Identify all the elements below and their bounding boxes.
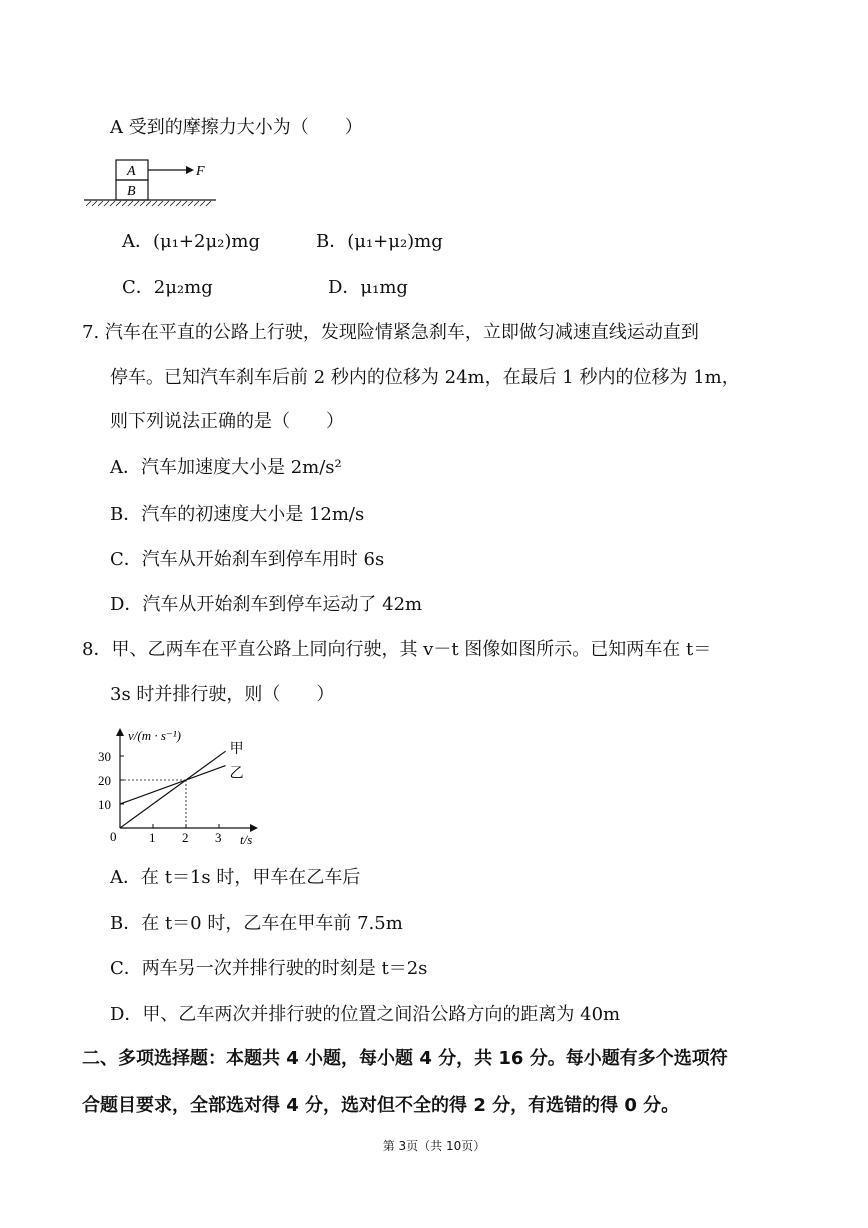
series-line-jia bbox=[120, 751, 226, 828]
series-label-jia: 甲 bbox=[229, 742, 244, 758]
series-line-yi bbox=[120, 766, 226, 804]
q6-option-d: D．μ₁mg bbox=[328, 277, 408, 298]
section2-line2: 合题目要求，全部选对得 4 分，选对但不全的得 2 分，有选错的得 0 分。 bbox=[82, 1095, 680, 1116]
q7-line2: 停车。已知汽车刹车后前 2 秒内的位移为 24m，在最后 1 秒内的位移为 1m， bbox=[110, 367, 740, 388]
x-tick-label-3: 3 bbox=[215, 830, 222, 845]
q8-option-b: B．在 t＝0 时，乙车在甲车前 7.5m bbox=[110, 913, 403, 934]
x-tick-label-1: 1 bbox=[149, 830, 156, 845]
q8-line2: 3s 时并排行驶，则（ ） bbox=[110, 684, 335, 705]
vt-chart bbox=[90, 722, 280, 852]
q7-option-b: B．汽车的初速度大小是 12m/s bbox=[110, 504, 365, 525]
q7-option-a: A．汽车加速度大小是 2m/s² bbox=[110, 457, 342, 478]
q8-option-d: D．甲、乙车两次并排行驶的位置之间沿公路方向的距离为 40m bbox=[110, 1004, 621, 1025]
x-axis-arrow bbox=[250, 824, 258, 832]
section2-line1: 二、多项选择题：本题共 4 小题，每小题 4 分，共 16 分。每小题有多个选项符 bbox=[82, 1048, 728, 1069]
y-tick-label-10: 10 bbox=[98, 797, 111, 812]
force-arrowhead bbox=[186, 166, 194, 174]
block-a-label: A bbox=[127, 164, 136, 179]
y-axis-label: v/(m · s⁻¹) bbox=[128, 728, 181, 743]
force-label: F bbox=[196, 164, 205, 179]
series-label-yi: 乙 bbox=[229, 766, 244, 782]
block-b-label: B bbox=[127, 184, 136, 199]
q8-option-c: C．两车另一次并排行驶的时刻是 t＝2s bbox=[110, 958, 428, 979]
q8-line1: 8．甲、乙两车在平直公路上同向行驶，其 v－t 图像如图所示。已知两车在 t＝ bbox=[82, 639, 712, 660]
q6-option-c: C．2μ₂mg bbox=[122, 277, 213, 298]
q6-stem-tail: A 受到的摩擦力大小为（ ） bbox=[110, 117, 363, 138]
q6-option-b: B．(μ₁+μ₂)mg bbox=[316, 231, 443, 252]
origin-label: 0 bbox=[110, 829, 117, 844]
x-axis-label: t/s bbox=[240, 832, 253, 847]
page-footer: 第 3页（共 10页） bbox=[382, 1139, 486, 1153]
ground-hatching bbox=[86, 201, 211, 206]
q7-line1: 7. 汽车在平直的公路上行驶，发现险情紧急刹车，立即做匀减速直线运动直到 bbox=[82, 322, 699, 343]
y-axis-arrow bbox=[116, 728, 124, 736]
q7-option-c: C．汽车从开始刹车到停车用时 6s bbox=[110, 549, 385, 570]
q7-line3: 则下列说法正确的是（ ） bbox=[110, 411, 344, 432]
block-figure bbox=[82, 156, 222, 212]
q8-option-a: A．在 t＝1s 时，甲车在乙车后 bbox=[110, 867, 361, 888]
q6-option-a: A．(μ₁+2μ₂)mg bbox=[122, 231, 260, 252]
y-tick-label-20: 20 bbox=[98, 773, 111, 788]
x-tick-label-2: 2 bbox=[182, 830, 189, 845]
q7-option-d: D．汽车从开始刹车到停车运动了 42m bbox=[110, 594, 423, 615]
y-tick-label-30: 30 bbox=[98, 749, 111, 764]
